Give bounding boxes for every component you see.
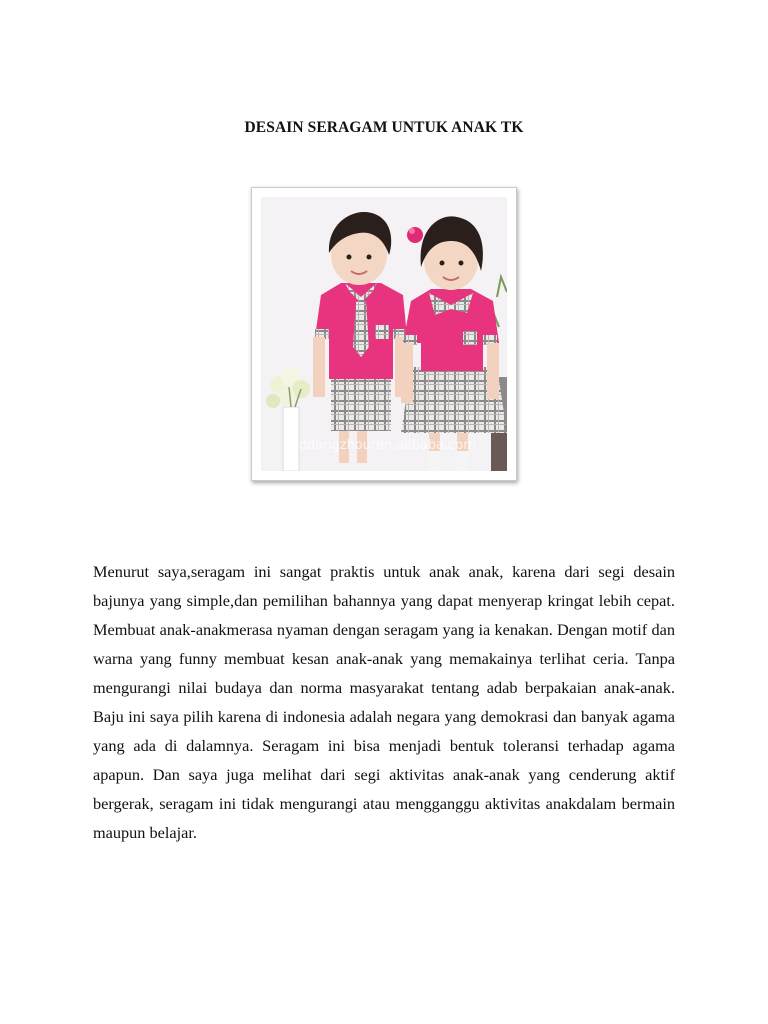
uniform-photo: [251, 187, 517, 481]
photo-two-children-icon: [261, 197, 507, 471]
body-paragraph: [93, 557, 675, 847]
document-title: DESAIN SERAGAM UNTUK ANAK TK: [244, 119, 524, 136]
photo-watermark: sddangzhouren.alibaba.com: [292, 438, 476, 453]
paragraph-text: Menurut saya,seragam ini sangat praktis untuk anak anak, karena dari segi desain bajunya yang simple,dan pemilihan bahannya yang dapat menyerap kringat lebih cepat. Membuat anak-anakmerasa nyaman dengan seragam yang ia kenakan. Dengan motif dan warna yang funny membuat kesan anak-anak yang memakainya terlihat ceria. Tanpa mengurangi nilai budaya dan norma masyarakat tentang adab berpakaian anak-anak. Baju ini saya pilih karena di indonesia adalah negara yang demokrasi dan banyak agama yang ada di dalamnya. Seragam ini bisa menjadi bentuk toleransi terhadap agama apapun. Dan saya juga melihat dari segi aktivitas anak-anak yang cenderung aktif bergerak, seragam ini tidak mengurangi atau mengganggu aktivitas anakdalam bermain maupun belajar.: [93, 562, 675, 842]
